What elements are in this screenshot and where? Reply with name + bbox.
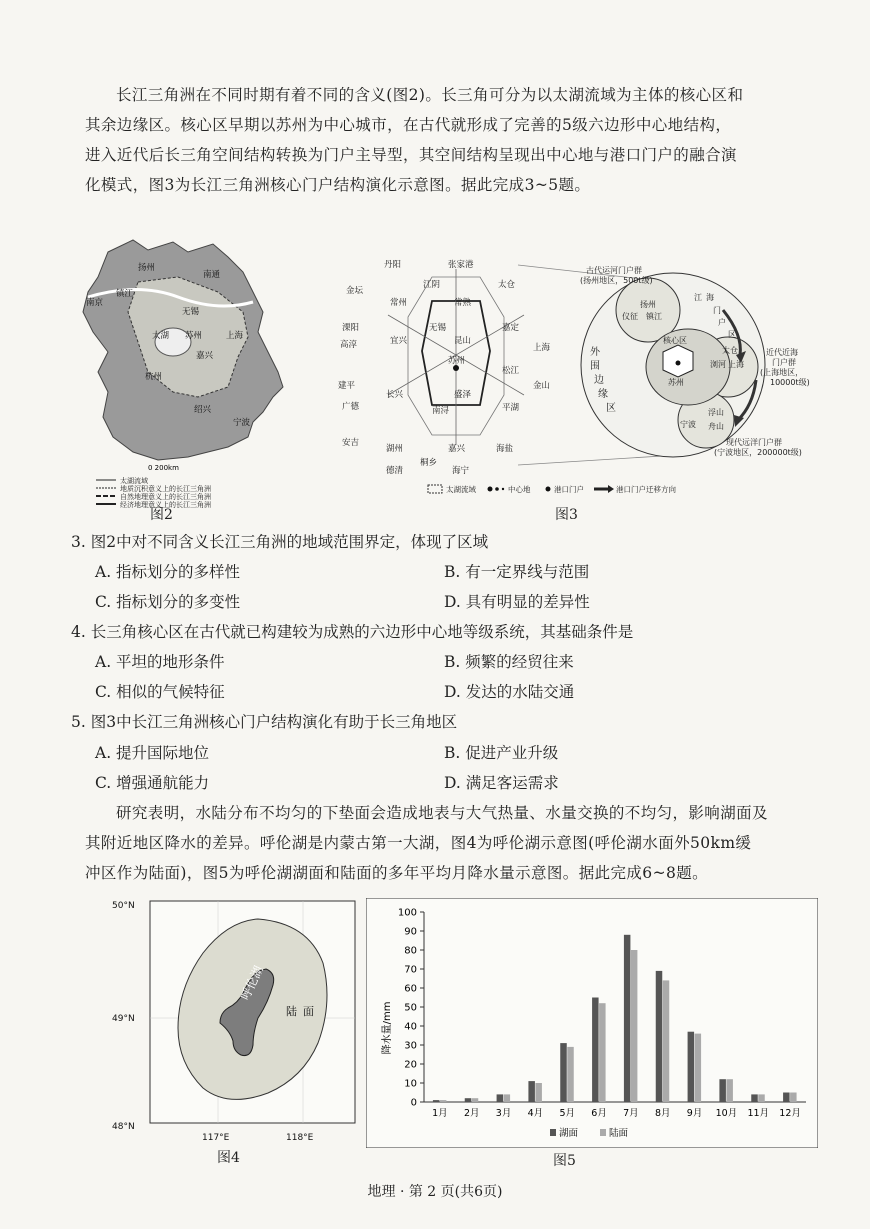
x-tick-label: 3月 <box>495 1108 512 1119</box>
node-label: 湖州 <box>386 444 404 454</box>
bar-lake <box>656 971 663 1102</box>
question-3-stem: 3. 图2中对不同含义长江三角洲的地域范围界定，体现了区域 <box>71 533 489 551</box>
figure-4-map <box>108 893 360 1143</box>
node-label: 无锡 <box>429 323 447 333</box>
q3-option-c[interactable]: C. 指标划分的多变性 <box>95 593 241 611</box>
x-tick-label: 5月 <box>559 1108 576 1119</box>
x-tick-label: 7月 <box>623 1108 639 1119</box>
city-label: 南京 <box>86 298 104 308</box>
bar-land <box>504 1094 511 1102</box>
node-label: 常州 <box>390 298 408 308</box>
circle-city: 宁波 <box>680 420 696 429</box>
y-tick-label: 0 <box>410 1097 417 1109</box>
node-label: 溧阳 <box>342 323 360 333</box>
node-label: 宜兴 <box>390 336 408 346</box>
node-label: 太仓 <box>498 280 516 290</box>
circle-city: 浮山 <box>708 408 724 417</box>
circle-city: 舟山 <box>708 422 724 431</box>
q3-option-b[interactable]: B. 有一定界线与范围 <box>444 563 590 581</box>
legend-item: 港口门户迁移方向 <box>616 485 676 494</box>
bar-lake <box>719 1079 726 1102</box>
q3-option-d[interactable]: D. 具有明显的差异性 <box>444 593 590 611</box>
jiang-label: 江 <box>694 293 702 302</box>
bar-lake <box>497 1094 504 1102</box>
node-label: 江阴 <box>423 280 441 290</box>
chart-ylabel: 降水量/mm <box>382 1001 393 1055</box>
node-label: 松江 <box>502 366 520 376</box>
node-label: 丹阳 <box>384 260 402 270</box>
y-tick-label: 80 <box>404 945 417 957</box>
lat-label-48: 48°N <box>112 1122 135 1132</box>
node-label: 长兴 <box>386 390 404 400</box>
x-tick-label: 6月 <box>591 1108 607 1119</box>
intro2-line: 研究表明，水陆分布不均匀的下垫面会造成地表与大气热量、水量交换的不均匀，影响湖面及 <box>116 804 768 822</box>
hai-label: 海 <box>706 293 714 302</box>
qu-label: 区 <box>728 330 736 339</box>
intro1-line: 进入近代后长三角空间结构转换为门户主导型，其空间结构呈现出中心地与港口门户的融合演 <box>85 146 737 164</box>
q5-option-b[interactable]: B. 促进产业升级 <box>444 744 559 762</box>
bar-lake <box>433 1100 440 1102</box>
legend-land: 陆面 <box>609 1128 629 1139</box>
bar-land <box>599 1003 606 1102</box>
lake-name: 呼伦湖 <box>238 963 266 1003</box>
circle-city: 苏州 <box>668 378 684 387</box>
figure-5-caption: 图5 <box>553 1153 576 1169</box>
node-label: 平湖 <box>502 403 520 413</box>
ancient-gateway-label: 古代运河门户群(扬州地区，500t级) <box>580 266 653 285</box>
node-label: 苏州 <box>448 356 466 366</box>
x-tick-label: 10月 <box>715 1108 738 1119</box>
q5-option-c[interactable]: C. 增强通航能力 <box>95 774 210 792</box>
bar-lake <box>624 935 631 1102</box>
node-label: 常熟 <box>454 298 472 308</box>
bar-land <box>663 980 670 1102</box>
legend-item: 地质沉积意义上的长江三角洲 <box>120 485 211 493</box>
men-label: 门 <box>713 306 721 315</box>
land-label: 陆面 <box>286 1005 320 1018</box>
bar-land <box>758 1094 765 1102</box>
node-label: 建平 <box>338 381 356 391</box>
outer-region-label: 外围边缘区 <box>590 347 616 414</box>
bar-land <box>695 1034 702 1102</box>
bar-land <box>631 950 638 1102</box>
bar-lake <box>465 1098 472 1102</box>
q4-option-a[interactable]: A. 平坦的地形条件 <box>95 653 225 671</box>
hex-node-labels <box>338 259 551 476</box>
figure-4-caption: 图4 <box>217 1150 240 1166</box>
intro-paragraph-2 <box>85 798 820 888</box>
circle-city: 上海 <box>728 360 744 369</box>
city-label: 扬州 <box>138 263 156 273</box>
node-label: 金坛 <box>346 286 364 296</box>
node-label: 德清 <box>386 466 404 476</box>
city-label: 南通 <box>203 270 221 280</box>
city-label: 苏州 <box>185 331 203 341</box>
x-tick-label: 1月 <box>432 1108 448 1119</box>
x-tick-label: 2月 <box>463 1108 480 1119</box>
lon-label-117: 117°E <box>202 1133 230 1143</box>
scale-bar: 0 200km <box>148 464 179 472</box>
bar-lake <box>783 1093 790 1103</box>
bar-land <box>440 1100 447 1102</box>
legend-item: 港口门户 <box>554 485 584 494</box>
intro1-line: 化模式，图3为长江三角洲核心门户结构演化示意图。据此完成3~5题。 <box>85 176 591 194</box>
x-tick-label: 12月 <box>779 1108 801 1119</box>
city-label: 嘉兴 <box>196 351 214 361</box>
modern-far-label: 现代远洋门户群(宁波地区，200000t级) <box>714 438 802 457</box>
node-label: 上海 <box>533 343 551 353</box>
legend-lake: 湖面 <box>559 1128 579 1139</box>
node-label: 昆山 <box>454 336 472 346</box>
figure-2-map <box>78 222 298 522</box>
bar-land <box>790 1093 797 1103</box>
fig3-legend <box>428 484 676 494</box>
circle-city: 扬州 <box>640 300 656 309</box>
node-label: 桐乡 <box>420 458 438 468</box>
x-tick-label: 9月 <box>686 1108 703 1119</box>
page-footer: 地理 · 第 2 页(共6页) <box>367 1184 503 1200</box>
circle-city: 仪征 <box>622 312 638 321</box>
node-label: 安吉 <box>342 438 360 448</box>
figure-2-caption: 图2 <box>150 507 173 523</box>
node-label: 嘉定 <box>502 323 520 333</box>
node-label: 张家港 <box>448 260 474 270</box>
node-label: 盛泽 <box>454 390 472 400</box>
circle-city: 镇江 <box>646 312 662 321</box>
question-4-stem: 4. 长三角核心区在古代就已构建较为成熟的六边形中心地等级系统，其基础条件是 <box>71 623 634 641</box>
node-label: 南浔 <box>432 406 450 416</box>
circle-city: 太仓 <box>722 346 738 355</box>
legend-item: 太湖流域 <box>120 477 148 485</box>
city-label: 镇江 <box>116 289 134 299</box>
legend-item: 太湖流域 <box>446 485 476 494</box>
city-label: 无锡 <box>182 307 200 317</box>
q3-option-a[interactable]: A. 指标划分的多样性 <box>95 563 241 581</box>
bar-lake <box>688 1032 695 1102</box>
q4-option-b[interactable]: B. 频繁的经贸往来 <box>444 653 574 671</box>
node-label: 嘉兴 <box>448 444 466 454</box>
hu-label: 户 <box>718 318 726 327</box>
city-label: 杭州 <box>145 372 163 382</box>
city-label: 宁波 <box>233 418 251 428</box>
intro2-line: 其附近地区降水的差异。呼伦湖是内蒙古第一大湖，图4为呼伦湖示意图(呼伦湖水面外50km缓 <box>85 834 752 852</box>
legend-item: 自然地理意义上的长江三角洲 <box>120 493 211 501</box>
city-label: 上海 <box>226 331 244 341</box>
q5-option-a[interactable]: A. 提升国际地位 <box>95 744 210 762</box>
city-label: 绍兴 <box>194 405 212 415</box>
y-tick-label: 50 <box>404 1002 417 1014</box>
bar-land <box>535 1083 542 1102</box>
figure-3-caption: 图3 <box>555 507 578 523</box>
intro1-line: 长江三角洲在不同时期有着不同的含义(图2)。长三角可分为以太湖流域为主体的核心区和 <box>116 86 744 104</box>
legend-item: 经济地理意义上的长江三角洲 <box>120 501 211 509</box>
bar-lake <box>751 1094 758 1102</box>
intro2-line: 冲区作为陆面)，图5为呼伦湖湖面和陆面的多年平均月降水量示意图。据此完成6~8题。 <box>85 864 709 882</box>
y-tick-label: 90 <box>404 926 417 938</box>
core-region-label: 核心区 <box>663 336 687 345</box>
legend-item: 中心地 <box>508 485 531 494</box>
lon-label-118: 118°E <box>286 1133 314 1143</box>
node-label: 海盐 <box>496 444 514 454</box>
bar-lake <box>528 1081 535 1102</box>
figure-3-diagram <box>328 255 818 500</box>
circle-city: 浏河 <box>710 360 726 369</box>
y-tick-label: 70 <box>404 964 417 976</box>
city-label: 太湖 <box>152 331 170 341</box>
x-tick-label: 11月 <box>747 1108 770 1119</box>
lat-label-49: 49°N <box>112 1014 135 1024</box>
question-5-stem: 5. 图3中长江三角洲核心门户结构演化有助于长三角地区 <box>71 713 458 731</box>
x-tick-label: 8月 <box>654 1108 671 1119</box>
node-label: 金山 <box>533 381 551 391</box>
figure-5-chart <box>366 898 818 1148</box>
bar-lake <box>592 998 599 1103</box>
q5-option-d[interactable]: D. 满足客运需求 <box>444 774 559 792</box>
node-label: 高淳 <box>340 340 358 350</box>
modern-near-label: 近代近海门户群(上海地区， 10000t级) <box>760 348 810 387</box>
x-tick-label: 4月 <box>527 1108 544 1119</box>
q4-option-c[interactable]: C. 相似的气候特征 <box>95 683 225 701</box>
bar-land <box>726 1079 733 1102</box>
node-label: 广德 <box>342 402 360 412</box>
bar-land <box>567 1047 574 1102</box>
y-tick-label: 10 <box>404 1078 417 1090</box>
bar-land <box>472 1098 479 1102</box>
y-tick-label: 30 <box>404 1040 417 1052</box>
intro1-line: 其余边缘区。核心区早期以苏州为中心城市，在古代就形成了完善的5级六边形中心地结构， <box>85 116 732 134</box>
node-label: 海宁 <box>452 466 470 476</box>
y-tick-label: 40 <box>404 1021 417 1033</box>
q4-option-d[interactable]: D. 发达的水陆交通 <box>444 683 575 701</box>
y-tick-label: 100 <box>397 907 417 919</box>
intro-paragraph-1 <box>85 80 820 200</box>
y-tick-label: 60 <box>404 983 417 995</box>
lat-label-50: 50°N <box>112 901 135 911</box>
bar-lake <box>560 1043 567 1102</box>
y-tick-label: 20 <box>404 1059 417 1071</box>
